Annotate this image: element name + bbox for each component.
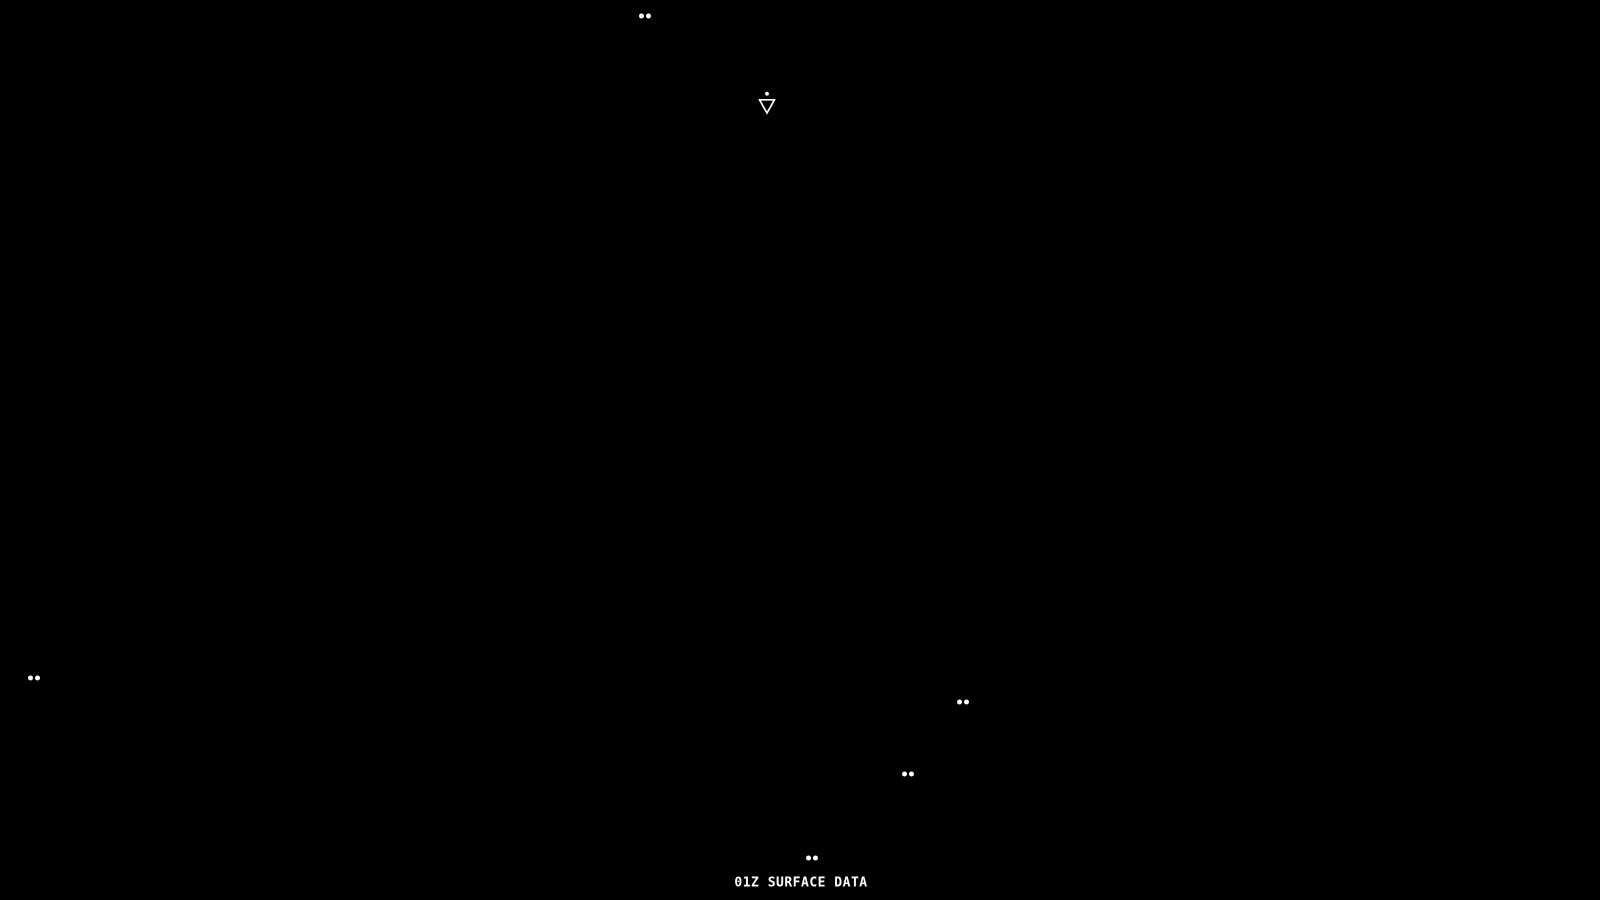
two-dots-rain-icon bbox=[909, 772, 914, 777]
weather-symbol-light-rain-shower bbox=[759, 92, 776, 115]
two-dots-rain-icon bbox=[813, 856, 818, 861]
two-dots-rain-icon bbox=[646, 14, 651, 19]
weather-symbol-light-rain bbox=[902, 772, 914, 777]
weather-symbol-light-rain bbox=[806, 856, 818, 861]
two-dots-rain-icon bbox=[639, 14, 644, 19]
dot-over-triangle-shower-icon bbox=[759, 92, 776, 115]
two-dots-rain-icon bbox=[957, 700, 962, 705]
weather-symbol-light-rain bbox=[639, 14, 651, 19]
weather-symbol-light-rain bbox=[28, 676, 40, 681]
map-title: 01Z SURFACE DATA bbox=[734, 875, 868, 891]
two-dots-rain-icon bbox=[806, 856, 811, 861]
two-dots-rain-icon bbox=[964, 700, 969, 705]
two-dots-rain-icon bbox=[902, 772, 907, 777]
two-dots-rain-icon bbox=[28, 676, 33, 681]
two-dots-rain-icon bbox=[35, 676, 40, 681]
weather-symbol-light-rain bbox=[957, 700, 969, 705]
